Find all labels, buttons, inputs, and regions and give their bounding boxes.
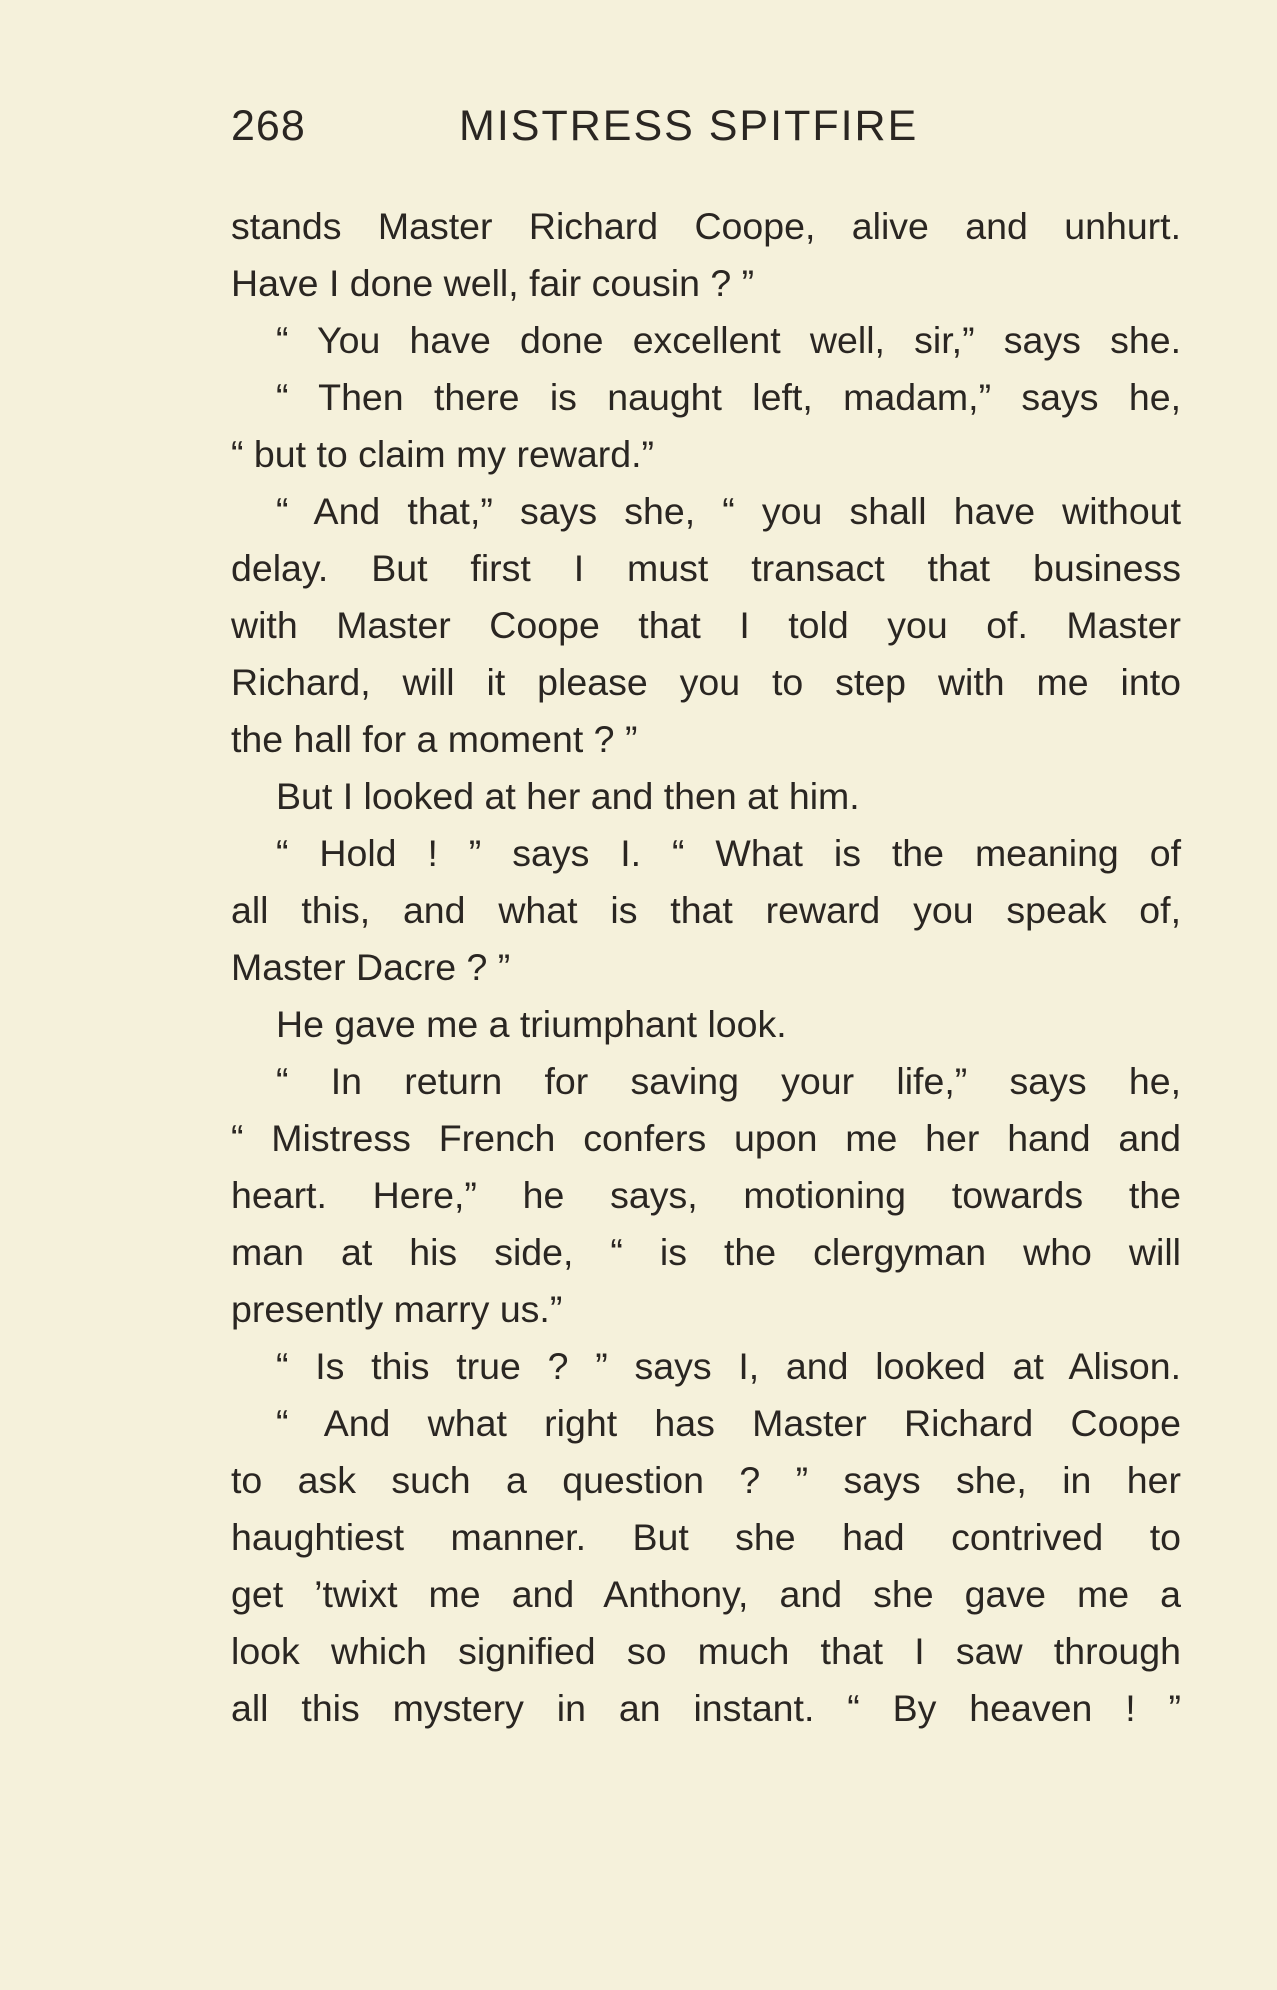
text-line: presently marry us.” xyxy=(231,1288,563,1330)
text-line: all this mystery in an instant. “ By heaven ! ” xyxy=(231,1687,1181,1729)
text-line: “ Mistress French confers upon me her hand and xyxy=(231,1117,1181,1159)
text-line: “ Is this true ? ” says I, and looked at Alison. xyxy=(276,1345,1181,1387)
text-line: He gave me a triumphant look. xyxy=(276,1003,787,1045)
text-line: to ask such a question ? ” says she, in her xyxy=(231,1459,1181,1501)
running-head xyxy=(231,100,951,152)
text-line: Master Dacre ? ” xyxy=(231,946,511,988)
text-line: “ And what right has Master Richard Coope xyxy=(276,1402,1181,1444)
text-line: look which signified so much that I saw through xyxy=(231,1630,1181,1672)
text-line: Richard, will it please you to step with me into xyxy=(231,661,1181,703)
text-line: the hall for a moment ? ” xyxy=(231,718,638,760)
text-line: with Master Coope that I told you of. Master xyxy=(231,604,1181,646)
text-line: Have I done well, fair cousin ? ” xyxy=(231,262,755,304)
page-number: 268 xyxy=(231,102,306,150)
text-line: “ You have done excellent well, sir,” says she. xyxy=(276,319,1181,361)
text-line: “ And that,” says she, “ you shall have without xyxy=(276,490,1181,532)
body-text xyxy=(231,198,1181,1737)
text-line: get ’twixt me and Anthony, and she gave me a xyxy=(231,1573,1181,1615)
text-line: stands Master Richard Coope, alive and unhurt. xyxy=(231,205,1181,247)
text-line: man at his side, “ is the clergyman who will xyxy=(231,1231,1181,1273)
text-line: “ In return for saving your life,” says he, xyxy=(276,1060,1181,1102)
text-line: delay. But first I must transact that business xyxy=(231,547,1181,589)
text-line: heart. Here,” he says, motioning towards the xyxy=(231,1174,1181,1216)
text-line: haughtiest manner. But she had contrived to xyxy=(231,1516,1181,1558)
text-line: “ Hold ! ” says I. “ What is the meaning of xyxy=(276,832,1181,874)
running-title: MISTRESS SPITFIRE xyxy=(459,102,919,150)
text-line: But I looked at her and then at him. xyxy=(276,775,860,817)
text-line: “ but to claim my reward.” xyxy=(231,433,655,475)
text-line: all this, and what is that reward you speak of, xyxy=(231,889,1181,931)
text-line: “ Then there is naught left, madam,” says he, xyxy=(276,376,1181,418)
